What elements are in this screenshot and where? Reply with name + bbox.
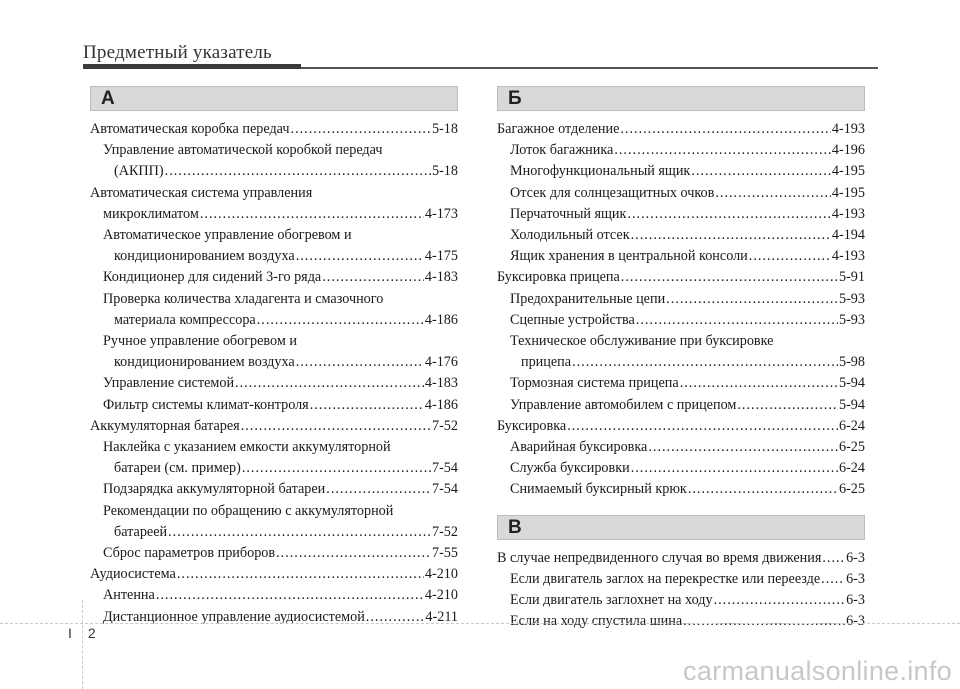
index-entry [497, 161, 865, 182]
index-entry [497, 548, 865, 569]
entry-page: 5-98 [838, 354, 865, 371]
dot-leader [627, 204, 830, 225]
index-column-left [90, 86, 458, 628]
index-entry [497, 204, 865, 225]
index-entry [497, 267, 865, 288]
entry-page: 7-55 [431, 545, 458, 562]
index-entry [497, 479, 865, 500]
dot-leader [257, 310, 424, 331]
letter-header-b [497, 86, 865, 111]
entry-text: Подзарядка аккумуляторной батареи [103, 481, 326, 498]
entry-page: 7-52 [431, 523, 458, 540]
index-entry [90, 161, 458, 182]
entry-page: 4-193 [831, 205, 865, 222]
header-rule-thick [83, 64, 301, 69]
section-number: I [68, 625, 72, 641]
letter-header-v [497, 515, 865, 540]
header-rule-thin [301, 67, 878, 69]
index-entry [90, 564, 458, 585]
entry-text: Автоматическое управление обогревом и [103, 227, 352, 244]
entry-text: Фильтр системы климат-контроля [103, 396, 309, 413]
entry-text: Сцепные устройства [510, 311, 635, 328]
index-entry [497, 437, 865, 458]
index-entry [90, 204, 458, 225]
index-column-right [497, 86, 865, 632]
index-entry [90, 585, 458, 606]
dot-leader [200, 204, 424, 225]
entry-text: кондиционированием воздуха [114, 248, 295, 265]
index-entry [90, 225, 458, 246]
index-entry [90, 437, 458, 458]
entry-page: 7-54 [431, 460, 458, 477]
entry-page: 7-54 [431, 481, 458, 498]
page-title: Предметный указатель [83, 42, 272, 63]
entry-text: Управление системой [103, 375, 235, 392]
entry-text: Наклейка с указанием емкости аккумуляторной [103, 439, 391, 456]
entry-page: 6-24 [838, 417, 865, 434]
dot-leader [680, 373, 838, 394]
index-entry [90, 458, 458, 479]
entry-text: батареей [114, 523, 168, 540]
dot-leader [691, 161, 831, 182]
index-entry [90, 501, 458, 522]
index-entry [497, 395, 865, 416]
entry-page: 4-183 [424, 269, 458, 286]
index-entry [497, 310, 865, 331]
index-entry [497, 458, 865, 479]
index-entry [497, 183, 865, 204]
dot-leader [621, 267, 838, 288]
index-entry [497, 119, 865, 140]
dot-leader [366, 607, 425, 628]
entry-text: материала компрессора [114, 311, 256, 328]
index-entry [497, 590, 865, 611]
dot-leader [310, 395, 424, 416]
entry-page: 6-3 [846, 613, 865, 630]
dot-leader [291, 119, 431, 140]
index-entry [90, 543, 458, 564]
index-entry [497, 352, 865, 373]
entry-page: 6-25 [838, 481, 865, 498]
entry-text: Антенна [103, 587, 155, 604]
dot-leader [715, 183, 831, 204]
index-entry [90, 310, 458, 331]
entry-text: Служба буксировки [510, 460, 630, 477]
entry-text: Аудиосистема [90, 566, 176, 583]
entry-text: Автоматическая коробка передач [90, 121, 290, 137]
dot-leader [156, 585, 424, 606]
index-entry [90, 246, 458, 267]
index-entry [90, 373, 458, 394]
entry-text: Тормозная система прицепа [510, 375, 679, 392]
entry-page: 7-52 [431, 417, 458, 434]
entry-text: Предохранительные цепи [510, 290, 666, 307]
entry-page: 5-18 [431, 163, 458, 180]
dot-leader [737, 395, 838, 416]
dot-leader [631, 225, 831, 246]
dot-leader [165, 161, 431, 182]
letter-heading: В [508, 516, 522, 538]
index-entry [90, 267, 458, 288]
dot-leader [296, 246, 424, 267]
dot-leader [177, 564, 424, 585]
index-entry [497, 225, 865, 246]
index-entry [497, 140, 865, 161]
letter-heading: Б [508, 88, 522, 109]
entry-page: 6-25 [838, 439, 865, 456]
entry-page: 5-94 [838, 375, 865, 392]
entry-page: 4-211 [425, 608, 458, 625]
entry-text: Автоматическая система управления [90, 184, 313, 201]
entry-page: 4-183 [424, 375, 458, 392]
entry-page: 4-210 [424, 587, 458, 604]
index-entry [90, 416, 458, 437]
entry-text: Кондиционер для сидений 3-го ряда [103, 269, 322, 286]
dot-leader [620, 119, 831, 140]
entry-text: Если на ходу спустила шина [510, 613, 683, 630]
entry-page: 4-194 [831, 227, 865, 244]
index-entry [497, 611, 865, 632]
entry-text: Отсек для солнцезащитных очков [510, 184, 715, 201]
dot-leader [683, 611, 845, 632]
dot-leader [749, 246, 831, 267]
index-entry [90, 395, 458, 416]
entry-text: Аварийная буксировка [510, 439, 648, 456]
dot-leader [567, 416, 838, 437]
dot-leader [296, 352, 424, 373]
entry-text: Техническое обслуживание при буксировке [510, 333, 774, 350]
entry-text: Управление автомобилем с прицепом [510, 396, 737, 413]
entry-text: Проверка количества хладагента и смазочного [103, 290, 384, 307]
index-entry [90, 331, 458, 352]
entry-page: 6-3 [846, 592, 865, 609]
entry-text: микроклиматом [103, 205, 199, 222]
index-entry [90, 183, 458, 204]
index-entry [497, 373, 865, 394]
index-entry [90, 479, 458, 500]
dot-leader [821, 569, 845, 590]
index-entry [90, 119, 458, 140]
entry-page: 4-176 [424, 354, 458, 371]
entry-page: 4-210 [424, 566, 458, 583]
entry-page: 4-173 [424, 205, 458, 222]
entry-text: Буксировка [497, 417, 567, 434]
entry-text: прицепа [521, 354, 572, 371]
entry-text: Многофункциональный ящик [510, 163, 691, 180]
dot-leader [242, 458, 431, 479]
entry-text: Если двигатель заглох на перекрестке или переезде [510, 570, 821, 587]
footer-rule [0, 623, 960, 624]
index-entry [90, 522, 458, 543]
entry-page: 4-195 [831, 184, 865, 201]
dot-leader [322, 267, 424, 288]
entry-text: Холодильный отсек [510, 227, 630, 244]
entry-text: Рекомендации по обращению с аккумуляторной [103, 502, 394, 519]
dot-leader [235, 373, 424, 394]
dot-leader [614, 140, 831, 161]
entry-text: В случае непредвиденного случая во время движения [497, 549, 822, 566]
watermark-text: carmanualsonline.info [683, 656, 952, 686]
index-entries-v [497, 548, 865, 633]
entry-page: 4-175 [424, 248, 458, 265]
dot-leader [631, 458, 838, 479]
entry-text: Буксировка прицепа [497, 269, 620, 286]
page-number [68, 625, 96, 641]
dot-leader [714, 590, 846, 611]
entry-page: 4-193 [831, 121, 865, 137]
entry-text: Сброс параметров приборов [103, 545, 276, 562]
dot-leader [822, 548, 845, 569]
letter-heading: А [101, 88, 115, 109]
entry-page: 4-196 [831, 142, 865, 159]
entry-text: Если двигатель заглохнет на ходу [510, 592, 713, 609]
dot-leader [648, 437, 838, 458]
entry-page: 5-93 [838, 290, 865, 307]
dot-leader [168, 522, 431, 543]
entry-text: Ручное управление обогревом и [103, 333, 297, 350]
dot-leader [572, 352, 838, 373]
dot-leader [666, 289, 838, 310]
entry-page: 6-3 [846, 549, 865, 566]
entry-text: кондиционированием воздуха [114, 354, 295, 371]
entry-text: Аккумуляторная батарея [90, 417, 240, 434]
index-entry [90, 140, 458, 161]
entry-text: Лоток багажника [510, 142, 614, 159]
entry-text: батареи (см. пример) [114, 460, 241, 477]
entry-text: Управление автоматической коробкой передач [103, 142, 383, 159]
entry-page: 5-18 [431, 121, 458, 137]
dot-leader [276, 543, 431, 564]
index-entries-a [90, 119, 458, 628]
entry-text: Ящик хранения в центральной консоли [510, 248, 748, 265]
entry-text: Дистанционное управление аудиосистемой [103, 608, 365, 625]
footer-margin-rule [82, 600, 83, 689]
dot-leader [636, 310, 838, 331]
index-entries-b [497, 119, 865, 501]
entry-text: Багажное отделение [497, 121, 620, 137]
entry-page: 4-193 [831, 248, 865, 265]
dot-leader [241, 416, 431, 437]
entry-text: Перчаточный ящик [510, 205, 627, 222]
index-entry [497, 569, 865, 590]
entry-text: (АКПП) [114, 163, 164, 180]
entry-page: 4-186 [424, 396, 458, 413]
entry-page: 4-186 [424, 311, 458, 328]
index-entry [497, 416, 865, 437]
entry-page: 5-91 [838, 269, 865, 286]
index-entry [497, 289, 865, 310]
dot-leader [326, 479, 431, 500]
index-entry [497, 331, 865, 352]
entry-page: 4-195 [831, 163, 865, 180]
entry-text: Снимаемый буксирный крюк [510, 481, 687, 498]
entry-page: 6-3 [846, 570, 865, 587]
entry-page: 5-93 [838, 311, 865, 328]
index-entry [90, 607, 458, 628]
letter-header-a [90, 86, 458, 111]
dot-leader [688, 479, 838, 500]
index-entry [497, 246, 865, 267]
page-number-value: 2 [87, 625, 96, 641]
entry-page: 5-94 [838, 396, 865, 413]
index-entry [90, 289, 458, 310]
entry-page: 6-24 [838, 460, 865, 477]
index-entry [90, 352, 458, 373]
